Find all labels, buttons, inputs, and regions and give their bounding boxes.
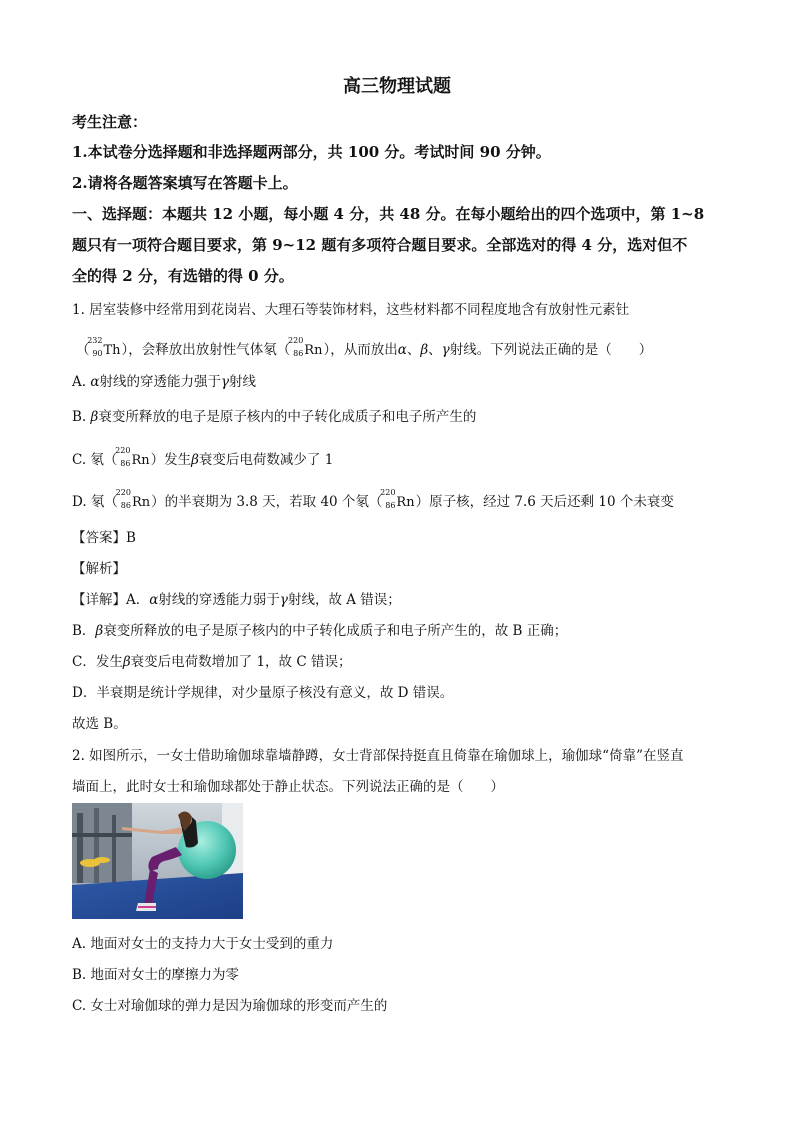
notice-line-2: 2.请将各题答案填写在答题卡上。 [72, 174, 298, 192]
q2-option-b: B. 地面对女士的摩擦力为零 [72, 967, 240, 983]
page-title: 高三物理试题 [343, 76, 451, 97]
q1-stem-line-2: （ 232 90 Th），会释放出放射性气体氡（ 220 86 Rn），从而放出α、β、γ射线。下列说法正确的是（ ） [76, 336, 653, 358]
q1-detail-1: 【详解】A．α射线的穿透能力弱于γ射线，故 A 错误； [72, 592, 401, 608]
yoga-ball-squat-photo [72, 803, 243, 919]
q1-detail-3: C．发生β衰变后电荷数增加了 1，故 C 错误； [72, 654, 352, 670]
section-instructions-line-1: 一、选择题：本题共 12 小题，每小题 4 分，共 48 分。在每小题给出的四个选项中，第 1~8 [72, 205, 705, 223]
q1-answer: 【答案】B [72, 530, 136, 546]
q2-stem-line-2: 墙面上，此时女士和瑜伽球都处于静止状态。下列说法正确的是（ ） [72, 779, 504, 795]
q1-stem-line-1: 1. 居室装修中经常用到花岗岩、大理石等装饰材料，这些材料都不同程度地含有放射性元素钍 [72, 302, 630, 318]
q1-analysis-label: 【解析】 [72, 561, 126, 577]
q1-detail-2: B．β衰变所释放的电子是原子核内的中子转化成质子和电子所产生的，故 B 正确； [72, 623, 568, 639]
radon-nuclide: 220 86 Rn [115, 446, 150, 468]
q1-option-c: C. 氡（ 220 86 Rn）发生β衰变后电荷数减少了 1 [72, 446, 334, 468]
radon-nuclide: 220 86 Rn [380, 488, 415, 510]
radon-nuclide: 220 86 Rn [115, 488, 151, 510]
q1-detail-4: D．半衰期是统计学规律，对少量原子核没有意义，故 D 错误。 [72, 685, 454, 701]
q2-stem-line-1: 2. 如图所示，一女士借助瑜伽球靠墙静蹲，女士背部保持挺直且倚靠在瑜伽球上，瑜伽球“倚靠”在竖直 [72, 748, 684, 764]
q1-conclusion: 故选 B。 [72, 716, 127, 732]
notice-line-1: 1.本试卷分选择题和非选择题两部分，共 100 分。考试时间 90 分钟。 [72, 143, 551, 161]
section-instructions-line-2: 题只有一项符合题目要求，第 9~12 题有多项符合题目要求。全部选对的得 4 分，选对但不 [72, 236, 688, 254]
section-instructions-line-3: 全的得 2 分，有选错的得 0 分。 [72, 267, 294, 285]
q1-option-a: A. α射线的穿透能力强于γ射线 [72, 374, 257, 390]
q1-option-b: B. β衰变所释放的电子是原子核内的中子转化成质子和电子所产生的 [72, 409, 477, 425]
q2-option-c: C. 女士对瑜伽球的弹力是因为瑜伽球的形变而产生的 [72, 998, 388, 1014]
notice-heading: 考生注意： [72, 113, 148, 131]
q2-option-a: A. 地面对女士的支持力大于女士受到的重力 [72, 936, 334, 952]
thorium-nuclide: 232 90 Th [87, 336, 121, 358]
q1-option-d: D. 氡（ 220 86 Rn）的半衰期为 3.8 天，若取 40 个氡（ 220 86 Rn）原子核，经过 7.6 天后还剩 10 个未衰变 [72, 488, 674, 510]
radon-nuclide: 220 86 Rn [288, 336, 323, 358]
